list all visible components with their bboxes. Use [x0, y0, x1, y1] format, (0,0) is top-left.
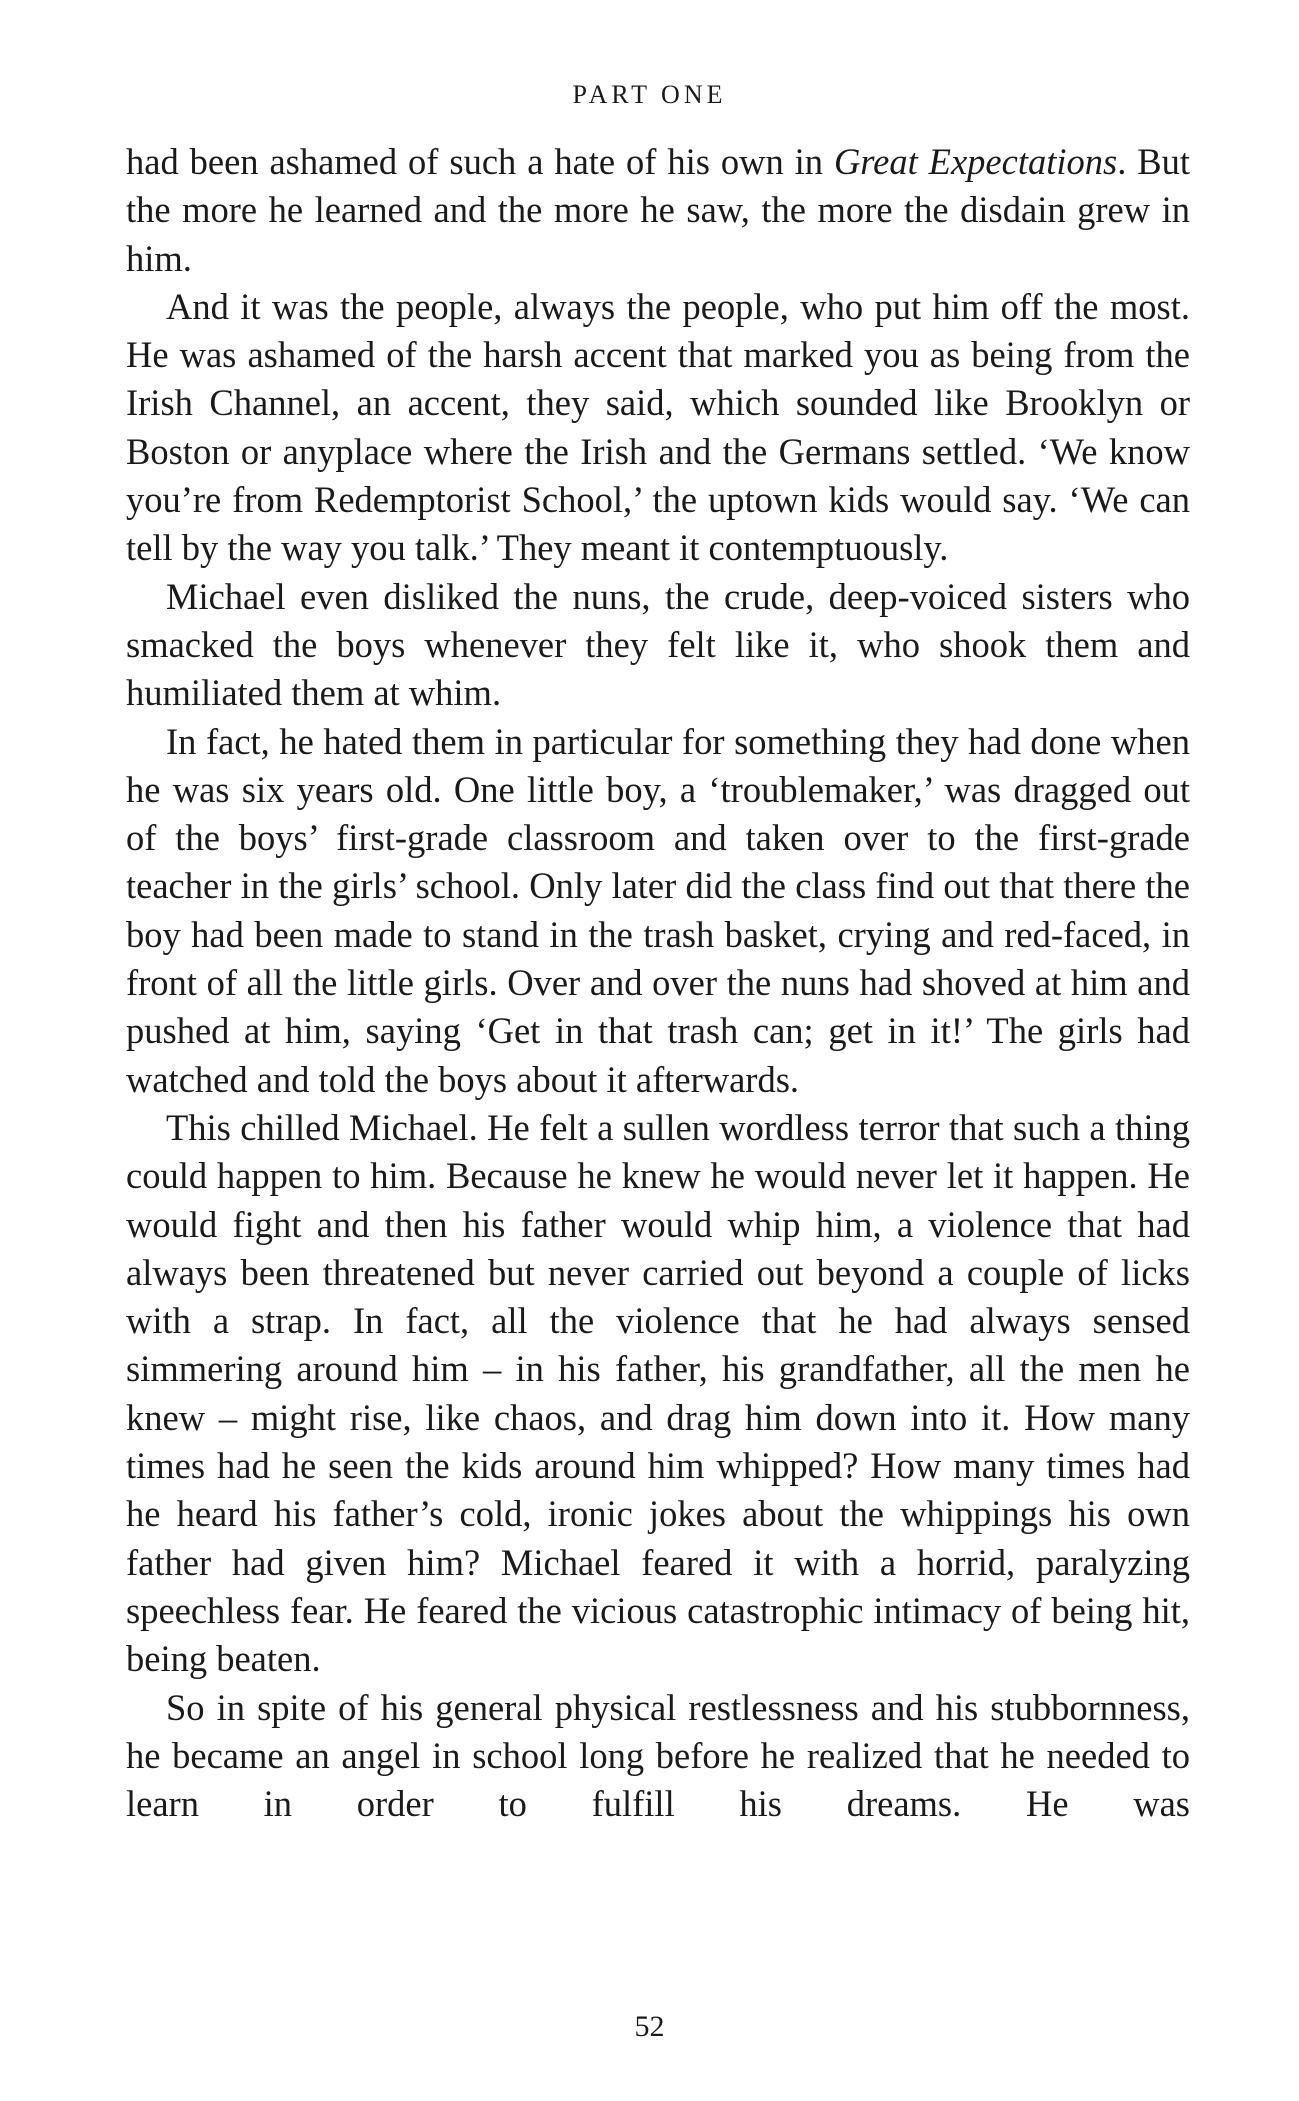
body-text: [126, 138, 1190, 1828]
paragraph-1: [126, 138, 1190, 283]
paragraph-5: This chilled Michael. He felt a sullen wordless terror that such a thing could happen to him. Because he knew he would never let it happen. He would fight and then his father would whip him, a violence that had always been threatened but never carried out beyond a couple of licks with a strap. In fact, all the violence that he had always sensed simmering around him – in his father, his grandfather, all the men he knew – might rise, like chaos, and drag him down into it. How many times had he seen the kids around him whipped? How many times had he heard his father’s cold, ironic jokes about the whippings his own father had given him? Michael feared it with a horrid, paralyzing speechless fear. He feared the vicious catastrophic intimacy of being hit, being beaten.: [126, 1106, 1190, 1680]
paragraph-1-tail: . But the more he learned and the more he saw, the more the disdain grew in him.: [126, 141, 1190, 279]
running-head: PART ONE: [572, 80, 727, 109]
paragraph-2: And it was the people, always the people, who put him off the most. He was ashamed of the harsh accent that marked you as being from the Irish Channel, an accent, they said, which sounded like Brooklyn or Boston or anyplace where the Irish and the Germans settled. ‘We know you’re from Redemptorist School,’ the uptown kids would say. ‘We can tell by the way you talk.’ They meant it contemptuously.: [126, 285, 1190, 569]
paragraph-3: Michael even disliked the nuns, the crude, deep-voiced sisters who smacked the boys whenever they felt like it, who shook them and humiliated them at whim.: [126, 575, 1190, 714]
book-title: Great Expectations: [833, 141, 1118, 182]
paragraph-6: So in spite of his general physical restlessness and his stubbornness, he became an angel in school long before he realized that he needed to learn in order to fulfill his dreams. He was: [126, 1686, 1190, 1825]
paragraph-1-lead: had been ashamed of such a hate of his own in: [126, 141, 834, 182]
paragraph-4: In fact, he hated them in particular for something they had done when he was six years old. One little boy, a ‘troublemaker,’ was dragged out of the boys’ first-grade classroom and taken over to the first-grade teacher in the girls’ school. Only later did the class find out that there the boy had been made to stand in the trash basket, crying and red-faced, in front of all the little girls. Over and over the nuns had shoved at him and pushed at him, saying ‘Get in that trash can; get in it!’ The girls had watched and told the boys about it afterwards.: [126, 720, 1190, 1100]
page-number: 52: [634, 2010, 665, 2043]
